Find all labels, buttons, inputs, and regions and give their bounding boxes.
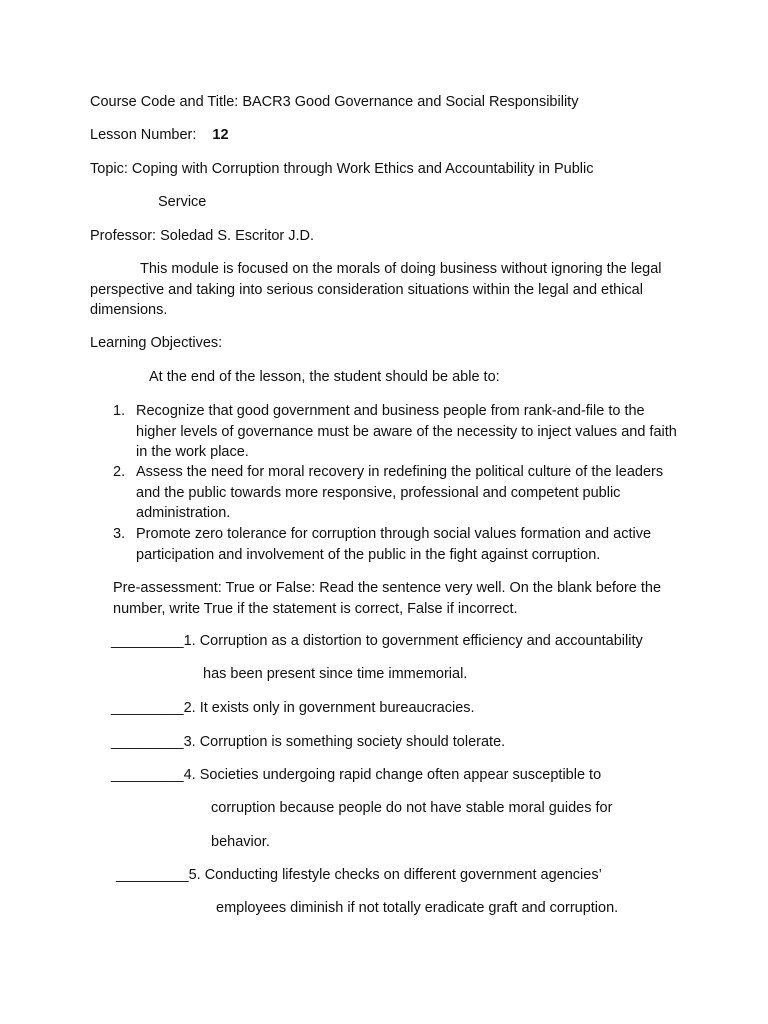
topic-line xyxy=(90,159,593,179)
answer-blank: _________ xyxy=(111,767,184,783)
objectives-lead-in: At the end of the lesson, the student should be able to: xyxy=(149,369,500,385)
objective-number: 2. xyxy=(113,464,126,480)
quiz-item-text: It exists only in government bureaucracies. xyxy=(199,700,475,716)
quiz-item-number: 4. xyxy=(183,767,196,783)
quiz-item-text: Societies undergoing rapid change often appear susceptible to xyxy=(199,767,602,783)
objective-text: Assess the need for moral recovery in redefining the political culture of the leaders and the public towards more responsive, professional and competent public administration. xyxy=(136,464,664,521)
answer-blank: _________ xyxy=(111,633,184,649)
quiz-item-5 xyxy=(116,865,602,885)
quiz-item-4 xyxy=(111,765,601,785)
quiz-item-text: Conducting lifestyle checks on different government agencies’ xyxy=(204,867,602,883)
professor-line xyxy=(90,226,314,246)
preassessment-instructions: Pre-assessment: True or False: Read the sentence very well. On the blank before the number, write True if the statement is correct, False if incorrect. xyxy=(113,580,662,617)
intro-paragraph: This module is focused on the morals of doing business without ignoring the legal perspective and taking into serious consideration situations within the legal and ethical dimensions. xyxy=(90,261,662,318)
professor-label: Professor: xyxy=(90,228,157,244)
answer-blank: _________ xyxy=(116,867,189,883)
objective-text: Recognize that good government and business people from rank-and-file to the higher levels of governance must be aware of the necessity to inject values and faith in the work place. xyxy=(136,403,677,460)
course-title: BACR3 Good Governance and Social Responsibility xyxy=(242,94,579,110)
quiz-item-4-cont: behavior. xyxy=(211,834,270,850)
quiz-item-number: 2. xyxy=(183,700,196,716)
topic-text-line1: Coping with Corruption through Work Ethics and Accountability in Public xyxy=(131,161,594,177)
course-line xyxy=(90,92,578,112)
lesson-number: 12 xyxy=(212,127,229,143)
quiz-item-number: 3. xyxy=(183,734,196,750)
quiz-item-text: Corruption as a distortion to government efficiency and accountability xyxy=(199,633,643,649)
objective-number: 3. xyxy=(113,526,126,542)
objective-text: Promote zero tolerance for corruption through social values formation and active participation and involvement of the public in the fight against corruption. xyxy=(136,526,652,563)
quiz-item-1-cont: has been present since time immemorial. xyxy=(203,666,468,682)
topic-label: Topic: xyxy=(90,161,128,177)
objective-number: 1. xyxy=(113,403,126,419)
answer-blank: _________ xyxy=(111,700,184,716)
answer-blank: _________ xyxy=(111,734,184,750)
quiz-item-text: Corruption is something society should tolerate. xyxy=(199,734,506,750)
quiz-item-number: 1. xyxy=(183,633,196,649)
topic-text-line2: Service xyxy=(158,194,207,210)
quiz-item-4-cont: corruption because people do not have stable moral guides for xyxy=(211,800,613,816)
quiz-item-1 xyxy=(111,631,643,651)
quiz-item-3 xyxy=(111,732,505,752)
quiz-item-2 xyxy=(111,698,475,718)
quiz-item-number: 5. xyxy=(188,867,201,883)
objectives-heading: Learning Objectives: xyxy=(90,335,223,351)
lesson-label: Lesson Number: xyxy=(90,127,197,143)
quiz-item-5-cont: employees diminish if not totally eradicate graft and corruption. xyxy=(216,900,619,916)
professor-name: Soledad S. Escritor J.D. xyxy=(160,228,315,244)
lesson-line xyxy=(90,125,229,145)
course-label: Course Code and Title: xyxy=(90,94,239,110)
